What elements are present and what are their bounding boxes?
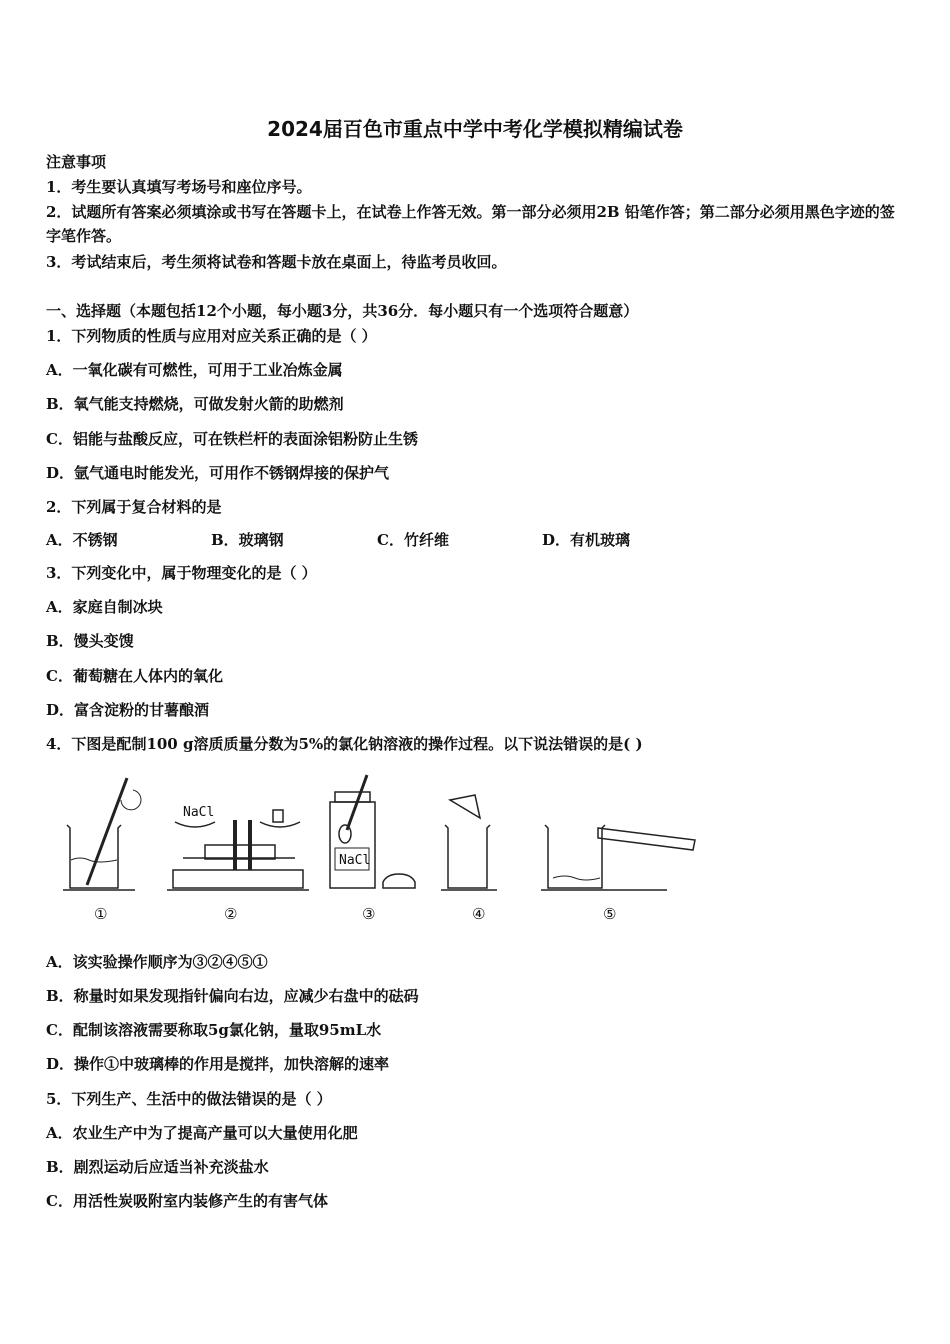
q1-option-c: C．铝能与盐酸反应，可在铁栏杆的表面涂铝粉防止生锈 xyxy=(46,430,418,448)
glass-rod xyxy=(87,778,127,885)
beaker-4 xyxy=(445,825,490,888)
figure-label-3: ③ xyxy=(362,905,376,923)
q3-stem: 3．下列变化中，属于物理变化的是（ ） xyxy=(46,564,317,582)
notice-item-1: 1．考生要认真填写考场号和座位序号。 xyxy=(46,178,312,196)
figure-label-4: ④ xyxy=(472,905,486,923)
nacl-label-balance: NaCl xyxy=(183,805,215,820)
q4-stem: 4．下图是配制100 g溶质质量分数为5%的氯化钠溶液的操作过程。以下说法错误的是( ) xyxy=(46,735,643,753)
left-pan xyxy=(175,822,215,827)
notice-item-3: 3．考试结束后，考生须将试卷和答题卡放在桌面上，待监考员收回。 xyxy=(46,253,507,271)
q2-option-a: A．不锈钢 xyxy=(46,531,118,549)
q4-option-b: B．称量时如果发现指针偏向右边，应减少右盘中的砝码 xyxy=(46,987,419,1005)
q3-option-c: C．葡萄糖在人体内的氧化 xyxy=(46,667,223,685)
lab-operations-illustration xyxy=(55,770,715,905)
q2-option-c: C．竹纤维 xyxy=(377,531,449,549)
figure-label-1: ① xyxy=(94,905,108,923)
q2-stem: 2．下列属于复合材料的是 xyxy=(46,498,222,516)
q5-option-a: A．农业生产中为了提高产量可以大量使用化肥 xyxy=(46,1124,358,1142)
section-heading: 一、选择题（本题包括12个小题，每小题3分，共36分．每小题只有一个选项符合题意） xyxy=(46,302,639,320)
q4-option-c: C．配制该溶液需要称取5g氯化钠，量取95mL水 xyxy=(46,1021,382,1039)
notice-heading: 注意事项 xyxy=(46,153,107,171)
nacl-label-jar: NaCl xyxy=(339,853,371,868)
q5-option-c: C．用活性炭吸附室内装修产生的有害气体 xyxy=(46,1192,328,1210)
q3-option-b: B．馒头变馊 xyxy=(46,632,134,650)
figure-label-5: ⑤ xyxy=(603,905,617,923)
q4-option-a: A．该实验操作顺序为③②④⑤① xyxy=(46,953,268,971)
q2-options xyxy=(46,529,746,549)
q1-stem: 1．下列物质的性质与应用对应关系正确的是（ ） xyxy=(46,327,377,345)
q5-option-b: B．剧烈运动后应适当补充淡盐水 xyxy=(46,1158,269,1176)
q3-option-a: A．家庭自制冰块 xyxy=(46,598,163,616)
figure-label-2: ② xyxy=(224,905,238,923)
q5-stem: 5．下列生产、生活中的做法错误的是（ ） xyxy=(46,1090,332,1108)
weight-paper xyxy=(383,874,415,888)
q3-option-d: D．富含淀粉的甘薯酿酒 xyxy=(46,701,210,719)
beaker-1 xyxy=(67,825,121,888)
paper-cone xyxy=(450,795,480,818)
q2-option-d: D．有机玻璃 xyxy=(542,531,631,549)
page-title: 2024届百色市重点中学中考化学模拟精编试卷 xyxy=(267,117,683,141)
q1-option-a: A．一氧化碳有可燃性，可用于工业冶炼金属 xyxy=(46,361,343,379)
q2-option-b: B．玻璃钢 xyxy=(211,531,284,549)
measuring-cylinder xyxy=(598,828,695,850)
q1-option-b: B．氧气能支持燃烧，可做发射火箭的助燃剂 xyxy=(46,395,344,413)
balance-base xyxy=(173,870,303,888)
notice-item-2: 2．试题所有答案必须填涂或书写在答题卡上，在试卷上作答无效。第一部分必须用2B 铅笔作答；第二部分必须用黑色字迹的签字笔作答。 xyxy=(46,203,895,245)
q4-option-d: D．操作①中玻璃棒的作用是搅拌，加快溶解的速率 xyxy=(46,1055,390,1073)
q4-figure xyxy=(55,770,715,930)
q1-option-d: D．氩气通电时能发光，可用作不锈钢焊接的保护气 xyxy=(46,464,390,482)
